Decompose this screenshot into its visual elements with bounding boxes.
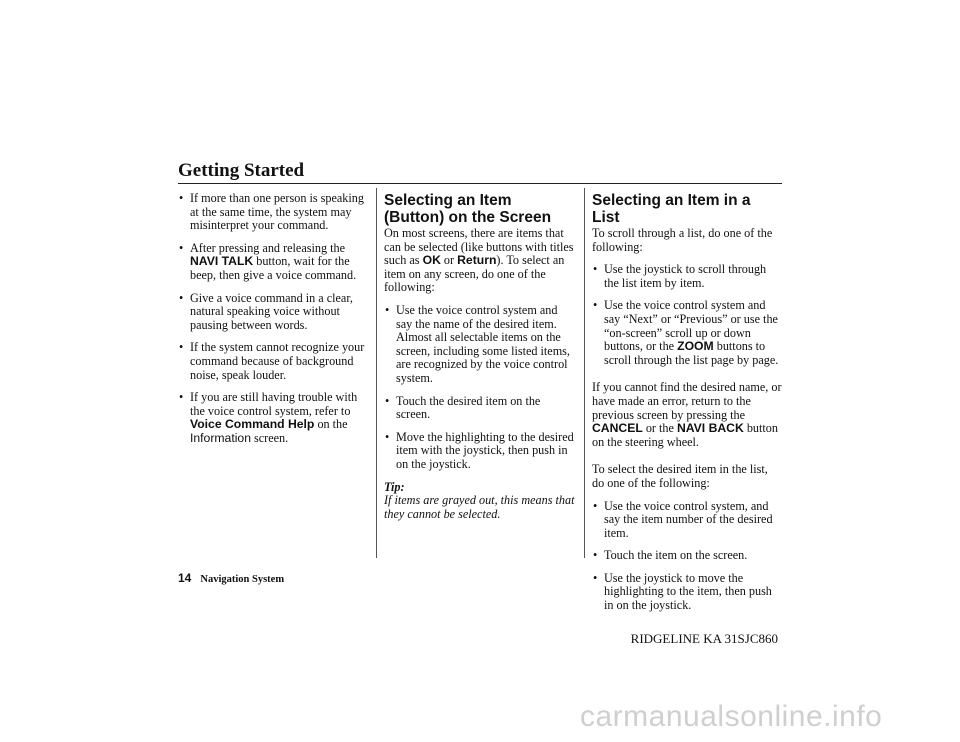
bullet-glyph: • — [179, 390, 184, 405]
section-heading: Selecting an Item in a List — [592, 192, 751, 226]
bullet-glyph: • — [179, 191, 184, 205]
tip-label: Tip: — [384, 479, 405, 494]
paragraph: If you cannot find the desired name, or have made an error, return to the previous screen by pressing the CANCEL or the NAVI BACK button on the steering wheel. — [592, 380, 782, 449]
header-rule — [178, 183, 782, 184]
paragraph: To scroll through a list, do one of the following: — [592, 226, 773, 254]
voice-command-help-label: Voice Command Help — [190, 417, 315, 432]
ok-label: OK — [422, 253, 441, 268]
column-divider-2 — [584, 188, 585, 558]
list-item: • Use the voice control system and say “Next” or “Previous” or use the “on-screen” scroll up or down buttons, or the ZOOM buttons to scroll through the list page by page. — [593, 298, 779, 367]
tip-text: If items are grayed out, this means that they cannot be selected. — [384, 493, 575, 521]
zoom-label: ZOOM — [677, 339, 714, 354]
information-label: Information — [190, 430, 251, 445]
section-heading: Selecting an Item (Button) on the Screen — [384, 192, 552, 226]
bullet-glyph: • — [385, 393, 390, 408]
paragraph: To select the desired item in the list, do one of the following: — [592, 462, 768, 490]
watermark: carmanualsonline.info — [580, 700, 883, 733]
list-item: • Move the highlighting to the desired item with the joystick, then push in on the joystick. — [385, 429, 574, 471]
list-item: • Use the voice control system, and say the item number of the desired item. — [593, 498, 773, 540]
list-item: • If more than one person is speaking at the same time, the system may misinterpret your command. — [179, 191, 364, 233]
document-code: RIDGELINE KA 31SJC860 — [630, 631, 778, 646]
column-2 — [384, 192, 576, 521]
bullet-glyph: • — [593, 570, 598, 585]
list-item: • Give a voice command in a clear, natural speaking voice without pausing between words. — [179, 290, 353, 332]
list-item: • Use the joystick to scroll through the list item by item. — [593, 262, 767, 290]
list-item: • Use the voice control system and say the name of the desired item. Almost all selectable items on the screen, including some listed items, are recognized by the voice control system. — [385, 302, 570, 385]
bullet-glyph: • — [179, 340, 184, 355]
bullet-glyph: • — [593, 262, 598, 277]
page-footer — [178, 571, 284, 585]
list-item: • Use the joystick to move the highlighting to the item, then push in on the joystick. — [593, 570, 772, 613]
bullet-glyph: • — [593, 548, 598, 563]
column-3 — [592, 192, 782, 622]
list-item: • Touch the item on the screen. — [593, 548, 748, 563]
bullet-glyph: • — [593, 498, 598, 513]
bullet-glyph: • — [385, 429, 390, 444]
page-header: Getting Started — [178, 160, 305, 181]
bullet-glyph: • — [179, 240, 184, 255]
navi-talk-label: NAVI TALK — [190, 254, 254, 269]
list-item: • If you are still having trouble with the voice control system, refer to Voice Command Help on the Information screen. — [179, 390, 358, 445]
footer-label: Navigation System — [200, 574, 285, 585]
list-item: • If the system cannot recognize your command because of background noise, speak louder. — [179, 340, 365, 382]
return-label: Return — [457, 253, 497, 268]
paragraph: On most screens, there are items that can be selected (like buttons with titles such as OK or Return). To select an item on any screen, do one of the following: — [384, 226, 574, 295]
navi-back-label: NAVI BACK — [676, 421, 744, 436]
list-item: • After pressing and releasing the NAVI TALK button, wait for the beep, then give a voice command. — [179, 240, 357, 282]
bullet-glyph: • — [385, 302, 390, 317]
cancel-label: CANCEL — [592, 421, 643, 436]
column-divider-1 — [376, 188, 377, 558]
column-1 — [178, 192, 368, 455]
page-number: 14 — [178, 571, 192, 585]
list-item: • Touch the desired item on the screen. — [385, 393, 541, 422]
bullet-glyph: • — [593, 298, 598, 313]
bullet-glyph: • — [179, 290, 184, 305]
